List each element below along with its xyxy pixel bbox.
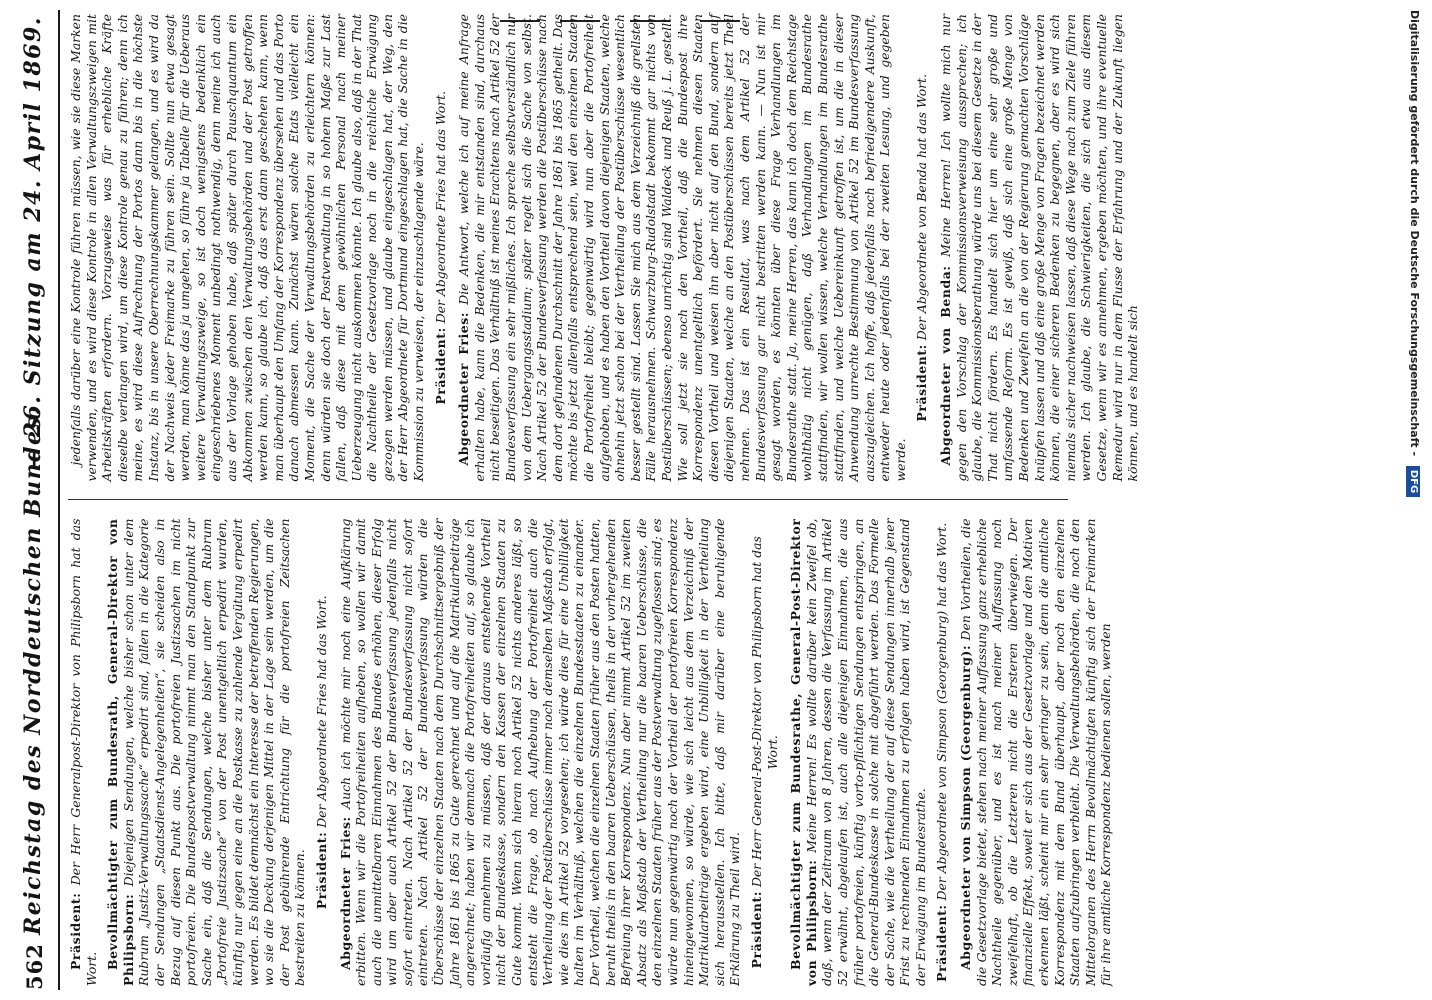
- paragraph: [749, 519, 780, 987]
- speaker-name: Präsident:: [432, 327, 448, 405]
- paragraph-text: Der Abgeordnete von Simpson (Georgenburg) hat das Wort.: [934, 522, 950, 901]
- speaker-name: Präsident:: [748, 890, 764, 969]
- page-header: [18, 10, 60, 990]
- column-divider: [68, 500, 1068, 501]
- paragraph-text: Den Vortheilen, die die Gesetzvorlage bietet, stehen nach meiner Auffassung ganz erhebliche Nachtheile gegenüber, und es ist nach meiner Auffassung noch zweifelhaft, ob die Letzteren nicht die Ersteren überwiegen. Der finanzielle Effekt, soweit er sich aus der Gesetzvorlage und den Motiven erkennen läßt, scheint mir ein sehr geringer zu sein, denn die amtliche Korrespondenz mit dem Bund überhaupt, aber noch den einzelnen Staaten aufzubringen verbleibt. Die Verwaltungsbehörden, die noch den Mittelorganen des Herrn Bevollmächtigten künftig sich der Freimarken für ihre amtliche Korrespondenz bedienen sollen, werden: [958, 518, 1114, 986]
- paragraph: [958, 519, 1114, 987]
- paragraph-text: Der Abgeordnete Fries hat das Wort.: [313, 595, 329, 828]
- speaker-name: Abgeordneter von Benda:: [938, 265, 954, 466]
- paragraph: [68, 14, 427, 482]
- paragraph-text: Meine Herren! Es wollte darüber kein Zweifel ob, daß, wenn der Zeitraum von 8 Jahren, dessen die Verfassung im Artikel 52 erwähnt, abgelaufen ist, auch alle diejenigen Einnahmen, die aus früher portofreien, künftig vorto-pflichtigen Sendungen entspringen, an die General-Bundeskasse in solche mit abgeführt werden. Das Formelle der Sache, wie die Vertheilung der auf diese Sendungen innerhalb jener Frist zu rechnenden Einnahmen zu erfolgen haben wird, ist Gegenstand der Erwägung im Bundesrathe.: [803, 518, 928, 986]
- paragraph: [914, 14, 930, 482]
- paragraph: [934, 519, 950, 987]
- paragraph: [338, 519, 743, 987]
- speaker-name: Bevollmächtigter zum Bundesrathe, General-Post-Direktor von Philipsborn:: [788, 518, 819, 986]
- paragraph-text: Der Abgeordnete Fries hat das Wort.: [432, 90, 448, 324]
- running-date: — 26. Sitzung am 24. April 1869.: [20, 16, 46, 470]
- speaker-name: Präsident:: [313, 831, 329, 910]
- paragraph: [456, 14, 908, 482]
- paragraph: [314, 519, 330, 987]
- paragraph: [105, 519, 308, 987]
- paragraph: [433, 14, 449, 482]
- running-title: Reichstag des Norddeutschen Bundes.: [20, 406, 46, 935]
- speaker-name: Präsident:: [934, 904, 950, 982]
- credit-text: Digitalisierung gefördert durch die Deutsche Forschungsgemeinschaft -: [1408, 10, 1421, 457]
- paragraph: [68, 519, 99, 987]
- paragraph-text: jedenfalls darüber eine Kontrole führen müssen, wie sie diese Marken verwenden, und es wird diese Kontrole in allen Verwaltungszweigen mit Arbeitskräften erfordern. Vorzugsweise was für erhebliche Kräfte dieselbe verlangen wird, um diese Kontrole genau zu führen; denn ich meine, es wird diese Aufrechnung der Portos dann bis in die höchste Instanz, bis in unsere Oberrechnungskammer gelangen, und es wird da der Nachweis jeder Freimarke zu führen sein. Sollte nun etwa gesagt werden, man könne das ja umgehen, so führe ja Tabelle für die Ueberaus weitere Verwaltungszweige, so ist doch wenigstens bedenklich ein eingeschriebenes Moment unbedingt nothwendig, denn meine ich auch aus der Vorlage gehoben habe, daß später durch Pauschquantum ein Abkommen zwischen den Verwaltungsbehörden und der Post getroffen werden kann, so glaube ich, daß das erst dann geschehen kann, wenn man überhaupt den Umfang der Korrespondenz übersehen und das Porto danach abmessen kann. Zunächst wären solche Etats vielleicht ein Moment, die Sache der Verwaltungsbehörden zu erleichtern können: denn würden sie doch der Postverwaltung in so hohem Maße zur Last fallen, daß diese mit dem gewöhnlichen Personal nach meiner Ueberzeugung nicht auskommen könnte. Ich glaube also, daß in der That die Nachtheile der Gesetzvorlage noch in die reichliche Erwägung gezogen werden müssen, und glaube eingeschlagen hat, der Weg, den der Herr Abgeordnete für Dortmund eingeschlagen hat, die Sache in die Kommission zu verweisen, der einzuschlagende wäre.: [68, 14, 427, 482]
- paragraph-text: Diejenigen Sendungen, welche bisher schon unter dem Rubrum „Justiz-Verwaltungssache“ erpedirt sind, fallen in die Kategorie der Sendungen „Staatsdienst-Angelegenheiten“, sie scheiden also in Bezug auf diesen Punkt aus. Die portofreien Justizsachen im nicht portofreien. Die Bundespostverwaltung nimmt man den Standpunkt zur Sache ein, daß die Sendungen, welche bisher unter dem Rubrum „Portofreie Justizsache“ von der Post unentgeltlich erpedirt wurden, künftig nur gegen eine an die Postkasse zu zahlende Vergütung erpedirt werden. Es bildet demnächst ein Interesse der betreffenden Regierungen, wo sie die Deckung derjenigen Mittel in der Lage sein werden, um die der Post gebührende Entrichtung für die portofreien Zeitsachen bestreiten zu können.: [120, 518, 308, 986]
- text-column-right: [68, 14, 1141, 482]
- paragraph-text: Der Herr General-Post-Direktor von Philipsborn hat das Wort.: [748, 536, 780, 888]
- paragraph: [938, 14, 1141, 482]
- dfg-logo: DFG: [1406, 466, 1420, 497]
- paragraph: [788, 519, 928, 987]
- digitization-credit: [1404, 10, 1424, 770]
- paragraph-text: Die Antwort, welche ich auf meine Anfrage erhalten habe, kann die Bedenken, die mir entstanden sind, durchaus nicht beseitigen. Das Verhältniß ist meines Erachtens nach Artikel 52 der Bundesverfassung ein sehr mißliches. Ich spreche selbstverständlich nur von dem Uebergangsstadium; später regelt sich die Sache von selbst. Nach Artikel 52 der Bundesverfassung werden die Postüberschüsse nach dem dort gefundenen Durchschnitt der Jahre 1861 bis 1865 getheilt. Das möchte bis jetzt allenfalls entsprechend sein, weil den einzelnen Staaten die Portofreiheit bleibt; gegenwärtig wird nun aber die Portofreiheit aufgehoben, und es haben den Vortheil davon diejenigen Staaten, welche ohnehin jetzt schon bei der Vertheilung der Postüberschüsse wesentlich besser gestellt sind. Lassen Sie mich aus dem Verzeichniß die grellsten Fälle herausnehmen. Schwarzburg-Rudolstadt bekommt gar nichts von Postüberschüssen; ebenso unrichtig sind Waldeck und Reuß j. L. gestellt. Wie soll jetzt sie noch den Vortheil, daß die Bundespost ihre Korrespondenz unentgeltlich befördert. Sie nehmen diesen Staaten diesen Vortheil und weisen ihn aber nicht auf den Bund, sondern auf diejenigen Staaten, welche an den Postüberschüssen bereits jetzt Theil nehmen. Das ist ein Resultat, was nach dem Artikel 52 der Bundesverfassung gar nicht bestritten werden kann. — Nun ist mir gesagt worden, es könnten über diese Frage Verhandlungen im Bundesrathe statt. Ja, meine Herren, das kann ich doch dem Reichstage wohlthätig nicht genügen, daß Verhandlungen im Bundesrathe stattfinden, wir wollen wissen, welche Verhandlungen im Bundesrathe stattfinden, und welche Uebereinkunft getroffen ist, um die in dieser Anwendung unrechte Bestimmung von Artikel 52 im Bundesverfassung auszugleichen. Ich hoffe, daß jedenfalls noch befriedigendere Auskunft, entweder heute oder jedenfalls bei der zweiten Lesung, und gegeben werde.: [456, 14, 908, 482]
- speaker-name: Abgeordneter von Simpson (Georgenburg):: [958, 644, 974, 970]
- speaker-name: Abgeordneter Fries:: [337, 816, 353, 970]
- speaker-name: Präsident:: [68, 892, 83, 970]
- text-columns: [68, 14, 1141, 986]
- page-number: 562: [22, 943, 47, 990]
- speaker-name: Präsident:: [914, 344, 930, 422]
- paragraph-text: Meine Herren! Ich wollte mich nur gegen den Vorschlag der Kommissionsverweisung aussprechen; ich glaube, die Kommissionsberathung würde uns bei diesem Gesetze in der That nicht fördern. Es handelt sich hier um eine sehr große und umfassende Reform. Es ist gewiß, daß sich eine große Menge von Bedenken und Zweifeln an die von der Regierung gemachten Vorschläge knüpfen lassen und daß eine große Menge von Fragen bezeichnet werden können, die einer sicheren Bedenken zu begegnen, aber es wird sich niemals sicher nachweisen lassen, daß diese Wege nach zum Ziele führen werden. Ich glaube, die Schwierigkeiten, die sich etwa aus diesem Gesetze, wenn wir es annehmen, ergeben möchten, und ihre eventuelle Remedur wird nur in dem Flusse der Erfahrung und der Zukunft liegen können, und es handelt sich: [938, 14, 1141, 482]
- paragraph-text: Der Abgeordnete von Benda hat das Wort.: [914, 73, 930, 341]
- text-column-left: [68, 518, 1114, 987]
- speaker-name: Bevollmächtigter zum Bundesrath, General-Direktor von Philipsborn:: [105, 518, 136, 986]
- speaker-name: Abgeordneter Fries:: [456, 311, 472, 466]
- paragraph-text: Der Herr Generalpost-Direktor von Philipsborn hat das Wort.: [68, 518, 99, 986]
- paragraph-text: Auch ich möchte mir noch eine Aufklärung erbitten. Wenn wir die Portofreiheiten aufheben, so wollen wir damit auch die unmittelbaren Einnahmen des Bundes erhöhen, dieser Erfolg wird um aber auch Artikel 52 der Bundesverfassung jedenfalls nicht sofort eintreten. Nach Artikel 52 der Bundesverfassung nicht sofort eintreten. Nach Artikel 52 der Bundesverfassung würden die Überschüsse der einzelnen Staaten nach dem Durchschnittsergebniß der Jahre 1861 bis 1865 zu Gute gerechnet und auf die Matrikularbeiträge angerechnet; haben wir demnach die Portofreiheiten auf, so glaube ich vorläufig annehmen zu müssen, daß der daraus entstehende Vortheil nicht der Bundeskasse, sondern den Kassen der einzelnen Staaten zu Gute kommt. Wenn sich hieran noch Artikel 52 nichts anderes läßt, so entsteht die Frage, ob nach Aufhebung der Portofreiheit auch die Vertheilung der Postüberschüsse immer noch demselben Maßstab erfolgt, wie dies im Artikel 52 vorgesehen; ich würde dies für eine Unbilligkeit halten im Verhältniß, welchen die einzelnen Bundesstaaten zu einander. Der Vortheil, welchen die einzelnen Staaten früher aus den Posten hatten, beruht theils in den baaren Ueberschüssen, theils in der vorhergehenden Befreiung ihrer Korrespondenz. Nun aber nimmt Artikel 52 im zweiten Absatz als Maßstab der Vertheilung nur die baaren Ueberschüsse, die den einzelnen Staaten früher aus der Postverwaltung zugeflossen sind; es würde nun gegenwärtig noch der Vortheil der portofreien Korrespondenz hineingewonnen, so würde, wie sich leicht aus dem Verzeichniß der Matrikularbeiträge ergeben wird, eine Unbilligkeit in der Vertheilung sich herausstellen. Ich bitte, daß mir darüber eine beruhigende Erklärung zu Theil wird.: [337, 518, 743, 986]
